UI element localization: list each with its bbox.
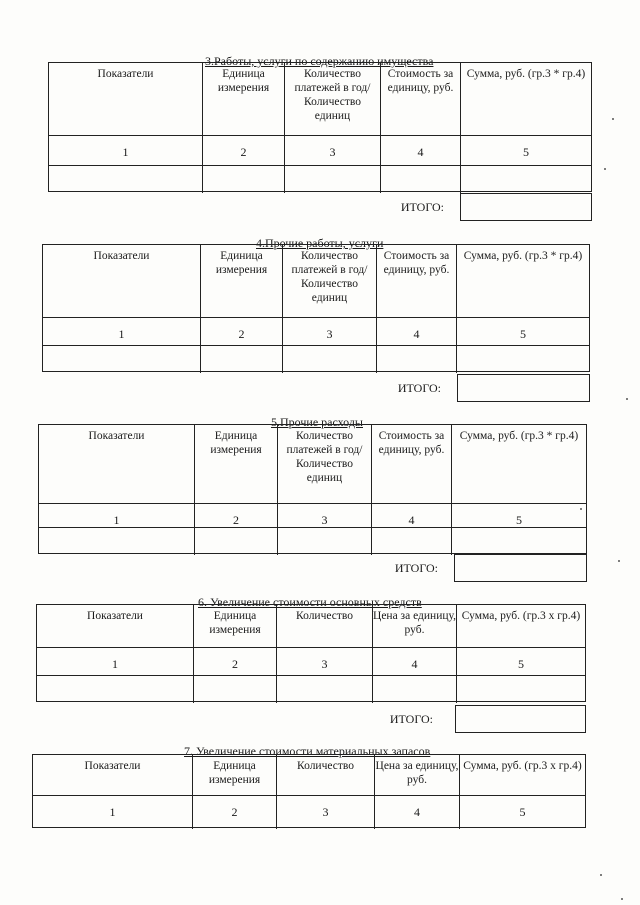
table-empty-cell[interactable] bbox=[376, 345, 456, 373]
table-empty-cell[interactable] bbox=[456, 345, 589, 373]
table-header-cell: Единица измерения bbox=[192, 755, 276, 795]
table-empty-cell[interactable] bbox=[282, 345, 376, 373]
table-empty-cell[interactable] bbox=[39, 527, 194, 555]
section-title: 3.Работы, услуги по содержанию имущества bbox=[205, 54, 434, 68]
table-header-cell: Количество bbox=[276, 755, 374, 795]
table-column-number: 1 bbox=[39, 503, 194, 527]
section-title: 4.Прочие работы, услуги bbox=[256, 236, 384, 250]
table-header-cell: Сумма, руб. (гр.3 * гр.4) bbox=[460, 63, 591, 135]
table-empty-cell[interactable] bbox=[194, 527, 277, 555]
itogo-value-field[interactable] bbox=[460, 193, 592, 221]
scan-speck bbox=[600, 874, 602, 876]
table-empty-cell[interactable] bbox=[202, 165, 284, 193]
table-empty-cell[interactable] bbox=[49, 165, 202, 193]
section-title: 5.Прочие расходы bbox=[271, 415, 363, 429]
table-empty-cell[interactable] bbox=[200, 345, 282, 373]
table-column-number: 3 bbox=[284, 135, 380, 165]
table-column-number: 5 bbox=[459, 795, 585, 829]
table-column-number: 3 bbox=[276, 647, 372, 675]
table-header-cell: Количество платежей в год/Количество единиц bbox=[284, 63, 380, 135]
table-column-number: 4 bbox=[374, 795, 459, 829]
table-column-number: 4 bbox=[372, 647, 456, 675]
table-header-cell: Сумма, руб. (гр.3 х гр.4) bbox=[456, 605, 585, 647]
table-column-number: 4 bbox=[376, 317, 456, 345]
table-header-cell: Количество платежей в год/Количество единиц bbox=[282, 245, 376, 317]
table-empty-cell[interactable] bbox=[43, 345, 200, 373]
table-header-cell: Сумма, руб. (гр.3 * гр.4) bbox=[456, 245, 589, 317]
table-header-cell: Показатели bbox=[88, 430, 145, 442]
itogo-value-field[interactable] bbox=[455, 705, 586, 733]
table-header-cell: Стоимость за единицу, руб. bbox=[371, 425, 451, 503]
table-column-number: 1 bbox=[33, 795, 192, 829]
table-empty-cell[interactable] bbox=[277, 527, 371, 555]
itogo-label: ИТОГО: bbox=[397, 381, 441, 395]
table-header-cell: Количество bbox=[276, 605, 372, 647]
section-table bbox=[48, 62, 592, 192]
table-header-cell: Единица измерения bbox=[202, 63, 284, 135]
table-header-cell: Единица измерения bbox=[194, 425, 277, 503]
scan-speck bbox=[604, 168, 606, 170]
table-column-number: 5 bbox=[460, 135, 591, 165]
section-title: 7. Увеличение стоимости материальных запасов bbox=[184, 744, 431, 758]
itogo-label: ИТОГО: bbox=[400, 200, 444, 214]
table-header-cell: Показатели bbox=[87, 610, 143, 622]
table-empty-cell[interactable] bbox=[460, 165, 591, 193]
table-column-number: 1 bbox=[37, 647, 193, 675]
table-column-number: 3 bbox=[277, 503, 371, 527]
table-header-cell: Количество платежей в год/Количество единиц bbox=[277, 425, 371, 503]
scan-speck bbox=[626, 398, 628, 400]
table-column-number: 1 bbox=[49, 135, 202, 165]
table-header-cell: Цена за единицу, руб. bbox=[374, 755, 459, 795]
table-column-number: 2 bbox=[202, 135, 284, 165]
table-empty-cell[interactable] bbox=[456, 675, 585, 703]
section-table bbox=[42, 244, 590, 372]
table-column-number: 4 bbox=[380, 135, 460, 165]
table-header-cell: Показатели bbox=[84, 760, 141, 772]
table-header-cell: Стоимость за единицу, руб. bbox=[376, 245, 456, 317]
section-title: 6. Увеличение стоимости основных средств bbox=[198, 595, 422, 609]
section-table bbox=[32, 754, 586, 828]
table-column-number: 2 bbox=[192, 795, 276, 829]
table-empty-cell[interactable] bbox=[451, 527, 586, 555]
table-empty-cell[interactable] bbox=[380, 165, 460, 193]
table-empty-cell[interactable] bbox=[37, 675, 193, 703]
table-column-number: 2 bbox=[194, 503, 277, 527]
table-header-cell: Сумма, руб. (гр.3 * гр.4) bbox=[451, 425, 586, 503]
table-empty-cell[interactable] bbox=[371, 527, 451, 555]
table-header-cell: Показатели bbox=[97, 68, 154, 80]
itogo-value-field[interactable] bbox=[454, 554, 587, 582]
table-header-cell: Единица измерения bbox=[193, 605, 276, 647]
table-empty-cell[interactable] bbox=[284, 165, 380, 193]
table-header-cell: Стоимость за единицу, руб. bbox=[380, 63, 460, 135]
section-table bbox=[38, 424, 587, 554]
table-empty-cell[interactable] bbox=[276, 675, 372, 703]
table-column-number: 4 bbox=[371, 503, 451, 527]
table-header-cell: Сумма, руб. (гр.3 х гр.4) bbox=[459, 755, 585, 795]
table-header-cell: Единица измерения bbox=[200, 245, 282, 317]
table-header-cell: Цена за единицу, руб. bbox=[372, 605, 456, 647]
table-column-number: 2 bbox=[193, 647, 276, 675]
table-column-number: 5 bbox=[456, 317, 589, 345]
table-column-number: 5 bbox=[451, 503, 586, 527]
table-column-number: 5 bbox=[456, 647, 585, 675]
table-header-cell: Показатели bbox=[93, 250, 150, 262]
section-table bbox=[36, 604, 586, 702]
scan-speck bbox=[612, 118, 614, 120]
itogo-value-field[interactable] bbox=[457, 374, 590, 402]
table-column-number: 3 bbox=[282, 317, 376, 345]
table-column-number: 3 bbox=[276, 795, 374, 829]
itogo-label: ИТОГО: bbox=[389, 712, 433, 726]
table-column-number: 2 bbox=[200, 317, 282, 345]
table-column-number: 1 bbox=[43, 317, 200, 345]
scan-speck bbox=[618, 560, 620, 562]
itogo-label: ИТОГО: bbox=[394, 561, 438, 575]
scan-speck bbox=[621, 898, 623, 900]
scan-speck bbox=[580, 508, 582, 510]
table-empty-cell[interactable] bbox=[372, 675, 456, 703]
table-empty-cell[interactable] bbox=[193, 675, 276, 703]
